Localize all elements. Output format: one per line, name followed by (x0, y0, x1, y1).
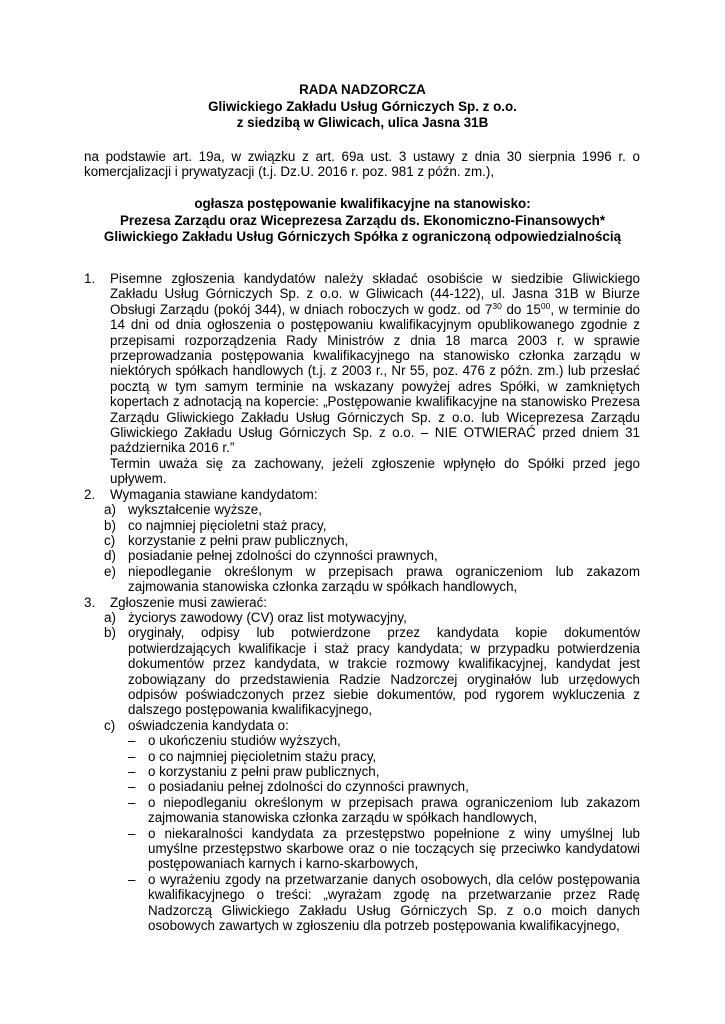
sub-item (84, 502, 640, 517)
item-1-text-a: Pisemne zgłoszenia kandydatów należy składać osobiście w siedzibie Gliwickiego Zakładu Usług Górniczych Sp. z o.o. w Gliwicach (44-122), ul. Jasna 31B w Biurze Obsługi Zarządu (pokój 344), w dniach roboczych w godz. od 7 (110, 271, 640, 317)
list-item-2 (84, 487, 640, 502)
sub-item (84, 533, 640, 548)
header-line-2: Gliwickiego Zakładu Usług Górniczych Sp. z o.o. (208, 98, 517, 114)
item-1-note: Termin uważa się za zachowany, jeżeli zgłoszenie wpłynęło do Spółki przed jego upływem. (110, 455, 640, 487)
sub-item-label: a) (104, 609, 116, 625)
dash-bullet: – (128, 871, 136, 887)
list-number: 3. (84, 594, 96, 610)
intro-paragraph: na podstawie art. 19a, w związku z art. 69a ust. 3 ustawy z dnia 30 sierpnia 1996 r. o komercjalizacji i prywatyzacji (t.j. Dz.U. 2016 r. poz. 981 z późn. zm.), (84, 149, 640, 180)
sub-item-label: e) (104, 563, 116, 579)
dash-item (84, 764, 640, 779)
sub-item (84, 610, 640, 625)
sub-item-label: b) (104, 625, 116, 641)
item-2-title: Wymagania stawiane kandydatom: (110, 486, 318, 502)
header-line-3: z siedzibą w Gliwicach, ulica Jasna 31B (236, 115, 489, 130)
announce-line-1: ogłasza postępowanie kwalifikacyjne na stanowisko: (194, 196, 531, 211)
header-line-1: RADA NADZORCZA (299, 82, 426, 97)
dash-item-text: o co najmniej pięcioletnim stażu pracy, (148, 748, 377, 764)
dash-bullet: – (128, 733, 136, 749)
dash-item-text: o posiadaniu pełnej zdolności do czynności prawnych, (148, 779, 469, 795)
dash-item (84, 749, 640, 764)
dash-item-text: o niekaralności kandydata za przestępstwo popełnione z winy umyślnej lub umyślne przestępstwo skarbowe oraz o nie toczących się przeciwko kandydatowi postępowaniach karnych i karno-skarbowych, (148, 825, 640, 872)
item-1-text-c: , w terminie do 14 dni od dnia ogłoszenia o postępowaniu kwalifikacyjnym opublikowanego zgodnie z przepisami rozporządzenia Rady Ministrów z dnia 18 marca 2003 r. w sprawie przeprowadzania postępowania kwalifikacyjnego na stanowisko członka zarządu w niektórych spółkach handlowych (t.j. z 2003 r., Nr 55, poz. 476 z późn. zm.) lub przesłać pocztą w tym samym terminie na wskazany powyżej adres Spółki, w zamkniętych kopertach z adnotacją na kopercie: „Postępowanie kwalifikacyjne na stanowisko Prezesa Zarządu Gliwickiego Zakładu Usług Górniczych Sp. z o.o. lub Wiceprezesa Zarządu Gliwickiego Zakładu Usług Górniczych Sp. z o.o. – NIE OTWIERAĆ przed dniem 31 października 2016 r.” (110, 301, 641, 456)
dash-item-text: o wyrażeniu zgody na przetwarzanie danych osobowych, dla celów postępowania kwalifikacyjnego o treści: „wyrażam zgodę na przetwarzanie przez Radę Nadzorczą Gliwickiego Zakładu Usług Górniczych Sp. z o.o moich danych osobowych zawartych w zgłoszeniu dla potrzeb postępowania kwalifikacyjnego, (148, 871, 640, 934)
document-header (0, 82, 725, 132)
dash-item (84, 826, 640, 872)
sub-item-label: c) (104, 532, 116, 548)
list-item-1 (84, 271, 640, 487)
sub-item (84, 548, 640, 563)
list-number: 2. (84, 486, 96, 502)
sub-item-text: korzystanie z pełni praw publicznych, (128, 532, 349, 548)
sub-item-label: b) (104, 517, 116, 533)
announcement-heading (0, 196, 725, 246)
sub-item-label: d) (104, 548, 116, 564)
sub-item (84, 564, 640, 595)
dash-bullet: – (128, 764, 136, 779)
announce-line-3: Gliwickiego Zakładu Usług Górniczych Spółka z ograniczoną odpowiedzialnością (103, 229, 622, 244)
dash-item-text: o korzystaniu z pełni praw publicznych, (148, 764, 380, 779)
dash-item (84, 733, 640, 748)
dash-bullet: – (128, 779, 136, 795)
time-superscript-start: 30 (492, 300, 502, 311)
numbered-list (84, 271, 640, 933)
sub-item-text: wykształcenie wyższe, (128, 502, 262, 518)
dash-item-text: o ukończeniu studiów wyższych, (148, 733, 341, 749)
dash-bullet: – (128, 825, 136, 841)
time-superscript-end: 00 (540, 300, 551, 311)
dash-item (84, 872, 640, 934)
announce-line-2: Prezesa Zarządu oraz Wiceprezesa Zarządu ds. Ekonomiczno-Finansowych* (119, 212, 606, 228)
list-item-3 (84, 595, 640, 610)
sub-item (84, 518, 640, 533)
sub-item-label: c) (104, 717, 116, 733)
sub-item-text: życiorys zawodowy (CV) oraz list motywacyjny, (128, 609, 407, 625)
sub-item-text: oryginały, odpisy lub potwierdzone przez kandydata kopie dokumentów potwierdzających kwalifikacje i staż pracy kandydata; w przypadku potwierdzenia dokumentów przez kandydata, w trakcie rozmowy kwalifikacyjnej, kandydat jest zobowiązany do przedstawienia Radzie Nadzorczej oryginałów lub urzędowych odpisów poświadczonych przez siebie dokumentów, pod rygorem wykluczenia z dalszego postępowania kwalifikacyjnego, (128, 625, 640, 718)
sub-item-text: co najmniej pięcioletni staż pracy, (128, 517, 327, 533)
sub-item (84, 625, 640, 717)
dash-bullet: – (128, 748, 136, 764)
item-3-title: Zgłoszenie musi zawierać: (110, 594, 268, 610)
sub-item-text: oświadczenia kandydata o: (128, 717, 289, 733)
dash-bullet: – (128, 794, 136, 810)
dash-item (84, 779, 640, 794)
sub-item-text: niepodleganie określonym w przepisach prawa ograniczeniom lub zakazom zajmowania stanowiska członka zarządu w spółkach handlowych, (128, 563, 640, 595)
sub-item-text: posiadanie pełnej zdolności do czynności prawnych, (128, 548, 438, 564)
list-number: 1. (84, 271, 96, 286)
item-1-text-b: do 15 (501, 301, 541, 317)
dash-item-text: o niepodleganiu określonym w przepisach prawa ograniczeniom lub zakazom zajmowania stanowiska członka zarządu w spółkach handlowych, (148, 794, 640, 826)
dash-item (84, 795, 640, 826)
item-1-text (110, 271, 640, 456)
sub-item (84, 718, 640, 733)
sub-item-label: a) (104, 502, 116, 518)
